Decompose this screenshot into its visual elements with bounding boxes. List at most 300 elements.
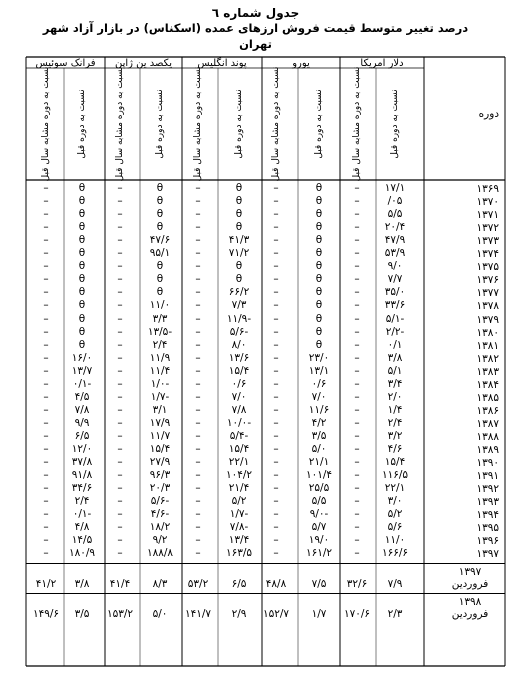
table-cell: ۱۹/۰: [308, 534, 330, 547]
table-cell: ۵۳/۲: [187, 578, 209, 591]
table-cell: –: [273, 234, 279, 247]
table-cell: –: [273, 377, 279, 390]
table-cell: –: [354, 286, 360, 299]
column-header-same-period-last-year: نسبت به دوره مشابه سال قبل: [41, 66, 51, 182]
column-header-prev-period: نسبت به دوره قبل: [234, 89, 244, 159]
row-period: ۱۳۷۰: [476, 196, 499, 209]
row-period-year: ۱۳۹۸: [458, 596, 482, 609]
table-cell: ۹/۲: [152, 534, 168, 547]
period-header: دوره: [478, 108, 499, 120]
table-subtitle-2: تهران: [239, 37, 272, 51]
table-cell: -۰/۱: [72, 377, 92, 390]
table-cell: ۹۵/۱: [149, 247, 171, 260]
table-cell: θ: [315, 273, 323, 286]
table-cell: ۱/۴: [387, 403, 403, 416]
table-cell: –: [43, 456, 49, 469]
table-cell: –: [195, 403, 201, 416]
table-cell: –: [195, 534, 201, 547]
table-cell: –: [43, 312, 49, 325]
table-cell: ۳/۵: [311, 429, 327, 442]
table-cell: –: [195, 364, 201, 377]
table-cell: –: [117, 534, 123, 547]
table-cell: ۱۵/۴: [228, 364, 250, 377]
table-cell: –: [195, 221, 201, 234]
table-cell: –: [117, 429, 123, 442]
table-cell: θ: [156, 221, 164, 234]
table-cell: ۳۵/۰: [384, 286, 406, 299]
table-cell: -۷/۸: [229, 521, 249, 534]
table-cell: –: [117, 273, 123, 286]
table-cell: –: [43, 443, 49, 455]
table-title: جدول شماره ٦: [211, 6, 300, 20]
table-cell: θ: [235, 260, 243, 273]
table-cell: ۱۸۰/۹: [68, 547, 96, 560]
table-cell: –: [354, 208, 360, 221]
table-cell: –: [354, 390, 360, 403]
table-cell: -۵/۱: [385, 312, 405, 325]
row-period: ۱۳۹۷: [476, 548, 499, 561]
table-cell: –: [273, 195, 279, 208]
table-cell: ۴۸/۸: [265, 578, 287, 591]
table-cell: ۳۲/۶: [346, 578, 368, 591]
table-cell: ۴۱/۴: [109, 578, 131, 591]
table-cell: –: [195, 312, 201, 325]
table-cell: ۱۱/۰: [149, 299, 171, 312]
table-cell: –: [273, 482, 279, 495]
table-cell: ۱۶/۰: [71, 351, 93, 364]
table-cell: –: [354, 443, 360, 455]
table-cell: ۷۱/۲: [228, 247, 250, 260]
table-cell: ۴۱/۲: [35, 578, 57, 591]
table-cell: ۵/۰: [311, 443, 327, 455]
table-cell: –: [273, 416, 279, 429]
table-cell: ۸/۰: [231, 338, 247, 351]
row-period: ۱۳۷۹: [476, 313, 499, 326]
table-cell: –: [43, 221, 49, 234]
table-cell: –: [354, 508, 360, 521]
table-cell: –: [195, 390, 201, 403]
table-cell: ۴/۸: [74, 521, 90, 534]
table-cell: ۱۸۸/۸: [146, 547, 174, 560]
column-header-same-period-last-year: نسبت به دوره مشابه سال قبل: [115, 66, 125, 182]
table-cell: –: [195, 325, 201, 338]
table-cell: –: [195, 286, 201, 299]
table-cell: ۲/۰: [387, 390, 403, 403]
table-cell: ۲۱/۴: [228, 482, 250, 495]
table-cell: -۱/۷: [150, 390, 170, 403]
column-header-prev-period: نسبت به دوره قبل: [314, 89, 324, 159]
table-cell: –: [273, 338, 279, 351]
row-period: [437, 596, 503, 620]
table-cell: θ: [156, 182, 164, 194]
table-cell: ۱۴/۵: [71, 534, 93, 547]
table-cell: –: [117, 338, 123, 351]
currency-header: دلار امریکا: [360, 58, 404, 69]
table-cell: ۲۲/۱: [384, 482, 406, 495]
table-cell: ۱۶۶/۶: [381, 547, 409, 560]
table-cell: ۴/۶: [387, 443, 403, 455]
table-cell: –: [117, 299, 123, 312]
table-cell: –: [117, 390, 123, 403]
table-cell: –: [354, 221, 360, 234]
table-cell: ۳۴/۶: [71, 482, 93, 495]
table-cell: θ: [78, 273, 86, 286]
table-cell: –: [354, 482, 360, 495]
table-cell: –: [117, 351, 123, 364]
table-cell: –: [354, 260, 360, 273]
table-cell: ۱۳/۴: [228, 534, 250, 547]
table-cell: ۱۵/۴: [149, 443, 171, 455]
table-cell: –: [195, 195, 201, 208]
table-cell: –: [195, 547, 201, 560]
table-cell: ۷/۰: [311, 390, 327, 403]
table-cell: –: [273, 208, 279, 221]
table-cell: θ: [315, 286, 323, 299]
table-cell: –: [354, 364, 360, 377]
table-cell: ۲۱/۱: [308, 456, 330, 469]
table-cell: –: [273, 182, 279, 194]
table-cell: –: [195, 299, 201, 312]
table-cell: θ: [78, 325, 86, 338]
table-cell: –: [273, 299, 279, 312]
table-cell: –: [117, 377, 123, 390]
table-cell: ۱۱/۰: [384, 534, 406, 547]
table-cell: –: [117, 221, 123, 234]
table-cell: -۰/۱: [72, 508, 92, 521]
table-cell: ۵/۶: [387, 521, 403, 534]
table-cell: ۱۱/۷: [149, 429, 171, 442]
table-cell: –: [273, 534, 279, 547]
table-cell: ۰۵/: [387, 195, 403, 208]
table-cell: –: [354, 521, 360, 534]
table-cell: ۵/۱: [387, 364, 403, 377]
table-cell: –: [195, 377, 201, 390]
table-cell: ۷/۸: [74, 403, 90, 416]
table-cell: –: [43, 534, 49, 547]
table-cell: -۱۰/۰: [226, 416, 252, 429]
table-cell: –: [354, 273, 360, 286]
row-period: ۱۳۸۵: [476, 391, 499, 404]
row-period: ۱۳۹۴: [476, 509, 499, 522]
table-cell: –: [117, 260, 123, 273]
table-cell: ۱۲/۰: [71, 443, 93, 455]
table-cell: –: [273, 351, 279, 364]
table-cell: θ: [315, 195, 323, 208]
table-cell: ۴/۵: [74, 390, 90, 403]
table-cell: -۵/۶: [229, 325, 249, 338]
column-header-prev-period: نسبت به دوره قبل: [155, 89, 165, 159]
table-cell: θ: [315, 182, 323, 194]
table-cell: ۳/۴: [387, 377, 403, 390]
table-cell: θ: [156, 260, 164, 273]
row-period: ۱۳۷۲: [476, 222, 499, 235]
table-cell: θ: [235, 182, 243, 194]
table-cell: θ: [156, 273, 164, 286]
table-cell: θ: [78, 299, 86, 312]
table-cell: ۷/۵: [311, 578, 327, 591]
table-cell: –: [43, 508, 49, 521]
table-cell: ۵/۵: [387, 208, 403, 221]
table-cell: -۵/۶: [150, 495, 170, 508]
row-period: ۱۳۷۱: [476, 209, 499, 222]
table-cell: ۱۰۴/۲: [225, 469, 253, 482]
table-cell: –: [117, 508, 123, 521]
table-cell: ۱۱/۴: [149, 364, 171, 377]
table-cell: ۲/۴: [74, 495, 90, 508]
table-cell: –: [43, 403, 49, 416]
table-cell: –: [195, 234, 201, 247]
table-cell: –: [354, 377, 360, 390]
table-cell: ۳۳/۶: [384, 299, 406, 312]
row-period: ۱۳۹۶: [476, 535, 499, 548]
table-cell: –: [195, 182, 201, 194]
table-cell: –: [354, 247, 360, 260]
row-period: ۱۳۸۱: [476, 339, 499, 352]
row-period: ۱۳۸۰: [476, 326, 499, 339]
table-cell: –: [354, 429, 360, 442]
table-cell: ۹/۹: [74, 416, 90, 429]
table-cell: –: [43, 247, 49, 260]
table-cell: ۸/۳: [152, 578, 168, 591]
table-cell: θ: [156, 195, 164, 208]
row-period: ۱۳۹۳: [476, 496, 499, 509]
table-cell: ۷/۸: [231, 403, 247, 416]
table-cell: –: [117, 195, 123, 208]
row-period-year: ۱۳۹۷: [458, 566, 482, 579]
table-cell: –: [273, 273, 279, 286]
table-cell: ۱۳/۱: [308, 364, 330, 377]
table-cell: –: [354, 495, 360, 508]
table-cell: –: [43, 482, 49, 495]
table-cell: –: [43, 208, 49, 221]
table-cell: –: [354, 469, 360, 482]
row-period: ۱۳۷۴: [476, 248, 499, 261]
table-cell: -۱/۰: [150, 377, 170, 390]
table-cell: ۱۷/۱: [384, 182, 406, 194]
table-cell: ۳/۱: [152, 403, 168, 416]
table-subtitle: درصد تغییر متوسط قیمت فروش ارزهای عمده (اسکناس) در بازار آزاد شهر: [42, 21, 469, 35]
table-cell: ۵/۰: [152, 608, 168, 621]
table-cell: –: [117, 456, 123, 469]
table-cell: –: [195, 208, 201, 221]
table-cell: ۲۰/۳: [149, 482, 171, 495]
table-cell: ۲۵/۵: [308, 482, 330, 495]
table-cell: –: [354, 351, 360, 364]
table-cell: –: [117, 547, 123, 560]
table-cell: –: [43, 234, 49, 247]
table-cell: –: [273, 286, 279, 299]
table-cell: ۱۰۱/۴: [305, 469, 333, 482]
table-cell: –: [43, 469, 49, 482]
table-cell: –: [117, 286, 123, 299]
table-cell: –: [273, 247, 279, 260]
table-cell: θ: [78, 221, 86, 234]
table-cell: –: [43, 416, 49, 429]
table-cell: –: [117, 416, 123, 429]
table-cell: θ: [315, 325, 323, 338]
row-period: ۱۳۸۶: [476, 404, 499, 417]
table-cell: –: [273, 390, 279, 403]
table-cell: ۱۱/۶: [308, 403, 330, 416]
table-cell: –: [117, 234, 123, 247]
table-cell: –: [354, 299, 360, 312]
column-header-same-period-last-year: نسبت به دوره مشابه سال قبل: [352, 66, 362, 182]
table-cell: ۱۷۰/۶: [343, 608, 371, 621]
table-cell: –: [117, 364, 123, 377]
table-cell: θ: [78, 260, 86, 273]
table-cell: ۱۴۱/۷: [184, 608, 212, 621]
table-cell: –: [195, 443, 201, 455]
table-cell: –: [354, 338, 360, 351]
table-cell: –: [273, 443, 279, 455]
table-cell: ۱۳/۶: [228, 351, 250, 364]
column-header-same-period-last-year: نسبت به دوره مشابه سال قبل: [271, 66, 281, 182]
table-cell: ۳/۸: [387, 351, 403, 364]
table-cell: –: [117, 495, 123, 508]
table-cell: ۴/۲: [311, 416, 327, 429]
table-cell: –: [273, 508, 279, 521]
table-cell: –: [43, 195, 49, 208]
table-cell: –: [195, 338, 201, 351]
table-cell: θ: [78, 234, 86, 247]
table-cell: -۲/۲: [385, 325, 405, 338]
table-cell: ۵/۵: [311, 495, 327, 508]
row-period: ۱۳۹۵: [476, 522, 499, 535]
table-cell: ۲/۴: [152, 338, 168, 351]
table-cell: ۲/۹: [231, 608, 247, 621]
table-cell: ۶/۵: [74, 429, 90, 442]
table-cell: –: [273, 221, 279, 234]
table-cell: θ: [235, 273, 243, 286]
table-cell: –: [43, 338, 49, 351]
table-cell: ۳/۳: [152, 312, 168, 325]
table-cell: –: [195, 273, 201, 286]
table-cell: –: [354, 416, 360, 429]
currency-header: پوند انگلیس: [197, 58, 247, 69]
table-cell: ۲۲/۱: [228, 456, 250, 469]
table-cell: ۳/۲: [387, 429, 403, 442]
table-cell: –: [117, 325, 123, 338]
table-cell: –: [43, 377, 49, 390]
table-cell: –: [43, 299, 49, 312]
table-cell: θ: [78, 338, 86, 351]
table-cell: –: [195, 260, 201, 273]
table-cell: ۵۳/۹: [384, 247, 406, 260]
table-cell: -۵/۴: [229, 429, 249, 442]
table-cell: θ: [156, 286, 164, 299]
row-period: ۱۳۷۳: [476, 235, 499, 248]
row-period-month: فروردین: [451, 578, 489, 591]
table-cell: –: [117, 208, 123, 221]
table-cell: –: [354, 456, 360, 469]
table-cell: ۶۶/۲: [228, 286, 250, 299]
table-cell: ۷/۰: [231, 390, 247, 403]
table-cell: ۲/۳: [387, 608, 403, 621]
table-cell: ۱۱۶/۵: [381, 469, 409, 482]
table-cell: –: [117, 482, 123, 495]
row-period: ۱۳۸۹: [476, 444, 499, 456]
table-cell: –: [354, 534, 360, 547]
row-period: ۱۳۹۲: [476, 483, 499, 496]
table-cell: ۱۸/۲: [149, 521, 171, 534]
table-cell: θ: [235, 221, 243, 234]
table-cell: –: [43, 364, 49, 377]
table-cell: ۴۷/۹: [384, 234, 406, 247]
table-cell: –: [43, 547, 49, 560]
table-cell: –: [117, 443, 123, 455]
table-cell: ۱۴۹/۶: [32, 608, 60, 621]
table-cell: ۹۱/۸: [71, 469, 93, 482]
table-cell: -۱/۷: [229, 508, 249, 521]
column-header-prev-period: نسبت به دوره قبل: [77, 89, 87, 159]
table-cell: –: [273, 456, 279, 469]
table-cell: –: [195, 416, 201, 429]
table-cell: –: [354, 312, 360, 325]
table-cell: –: [273, 312, 279, 325]
row-period-month: فروردین: [451, 608, 489, 621]
table-cell: θ: [315, 247, 323, 260]
table-cell: ۱۱/۹: [149, 351, 171, 364]
table-cell: ۷/۷: [387, 273, 403, 286]
table-cell: –: [273, 521, 279, 534]
table-cell: –: [43, 286, 49, 299]
table-cell: ۱۶۳/۵: [225, 547, 253, 560]
table-cell: –: [354, 182, 360, 194]
table-cell: ۲۳/۰: [308, 351, 330, 364]
row-period: ۱۳۶۹: [476, 183, 499, 195]
table-cell: ۵/۲: [231, 495, 247, 508]
table-cell: θ: [78, 208, 86, 221]
table-cell: –: [195, 508, 201, 521]
table-cell: –: [273, 403, 279, 416]
table-cell: θ: [235, 195, 243, 208]
table-cell: ۶/۵: [231, 578, 247, 591]
table-cell: θ: [78, 312, 86, 325]
table-cell: –: [195, 351, 201, 364]
table-cell: ۴۷/۶: [149, 234, 171, 247]
row-period: [437, 566, 503, 590]
table-cell: –: [43, 495, 49, 508]
table-cell: –: [43, 273, 49, 286]
table-cell: ۱۵/۴: [384, 456, 406, 469]
table-cell: -۹/۰: [309, 508, 329, 521]
table-cell: –: [117, 469, 123, 482]
table-cell: –: [354, 547, 360, 560]
table-cell: ۰/۶: [231, 377, 247, 390]
table-cell: –: [117, 312, 123, 325]
table-cell: -۱۱/۹: [226, 312, 252, 325]
table-cell: ۵/۷: [311, 521, 327, 534]
table-cell: –: [117, 521, 123, 534]
table-cell: –: [117, 247, 123, 260]
table-cell: θ: [235, 208, 243, 221]
table-cell: ۱۷/۹: [149, 416, 171, 429]
table-cell: θ: [78, 195, 86, 208]
table-cell: -۱۳/۵: [147, 325, 173, 338]
table-cell: θ: [156, 208, 164, 221]
table-cell: ۲۷/۹: [149, 456, 171, 469]
table-cell: –: [43, 351, 49, 364]
row-period: ۱۳۷۸: [476, 300, 499, 313]
table-cell: ۳۷/۸: [71, 456, 93, 469]
table-cell: –: [273, 260, 279, 273]
column-header-same-period-last-year: نسبت به دوره مشابه سال قبل: [193, 66, 203, 182]
table-cell: ۲/۴: [387, 416, 403, 429]
table-cell: –: [43, 521, 49, 534]
table-cell: –: [43, 429, 49, 442]
table-cell: ۵/۲: [387, 508, 403, 521]
table-cell: –: [195, 521, 201, 534]
